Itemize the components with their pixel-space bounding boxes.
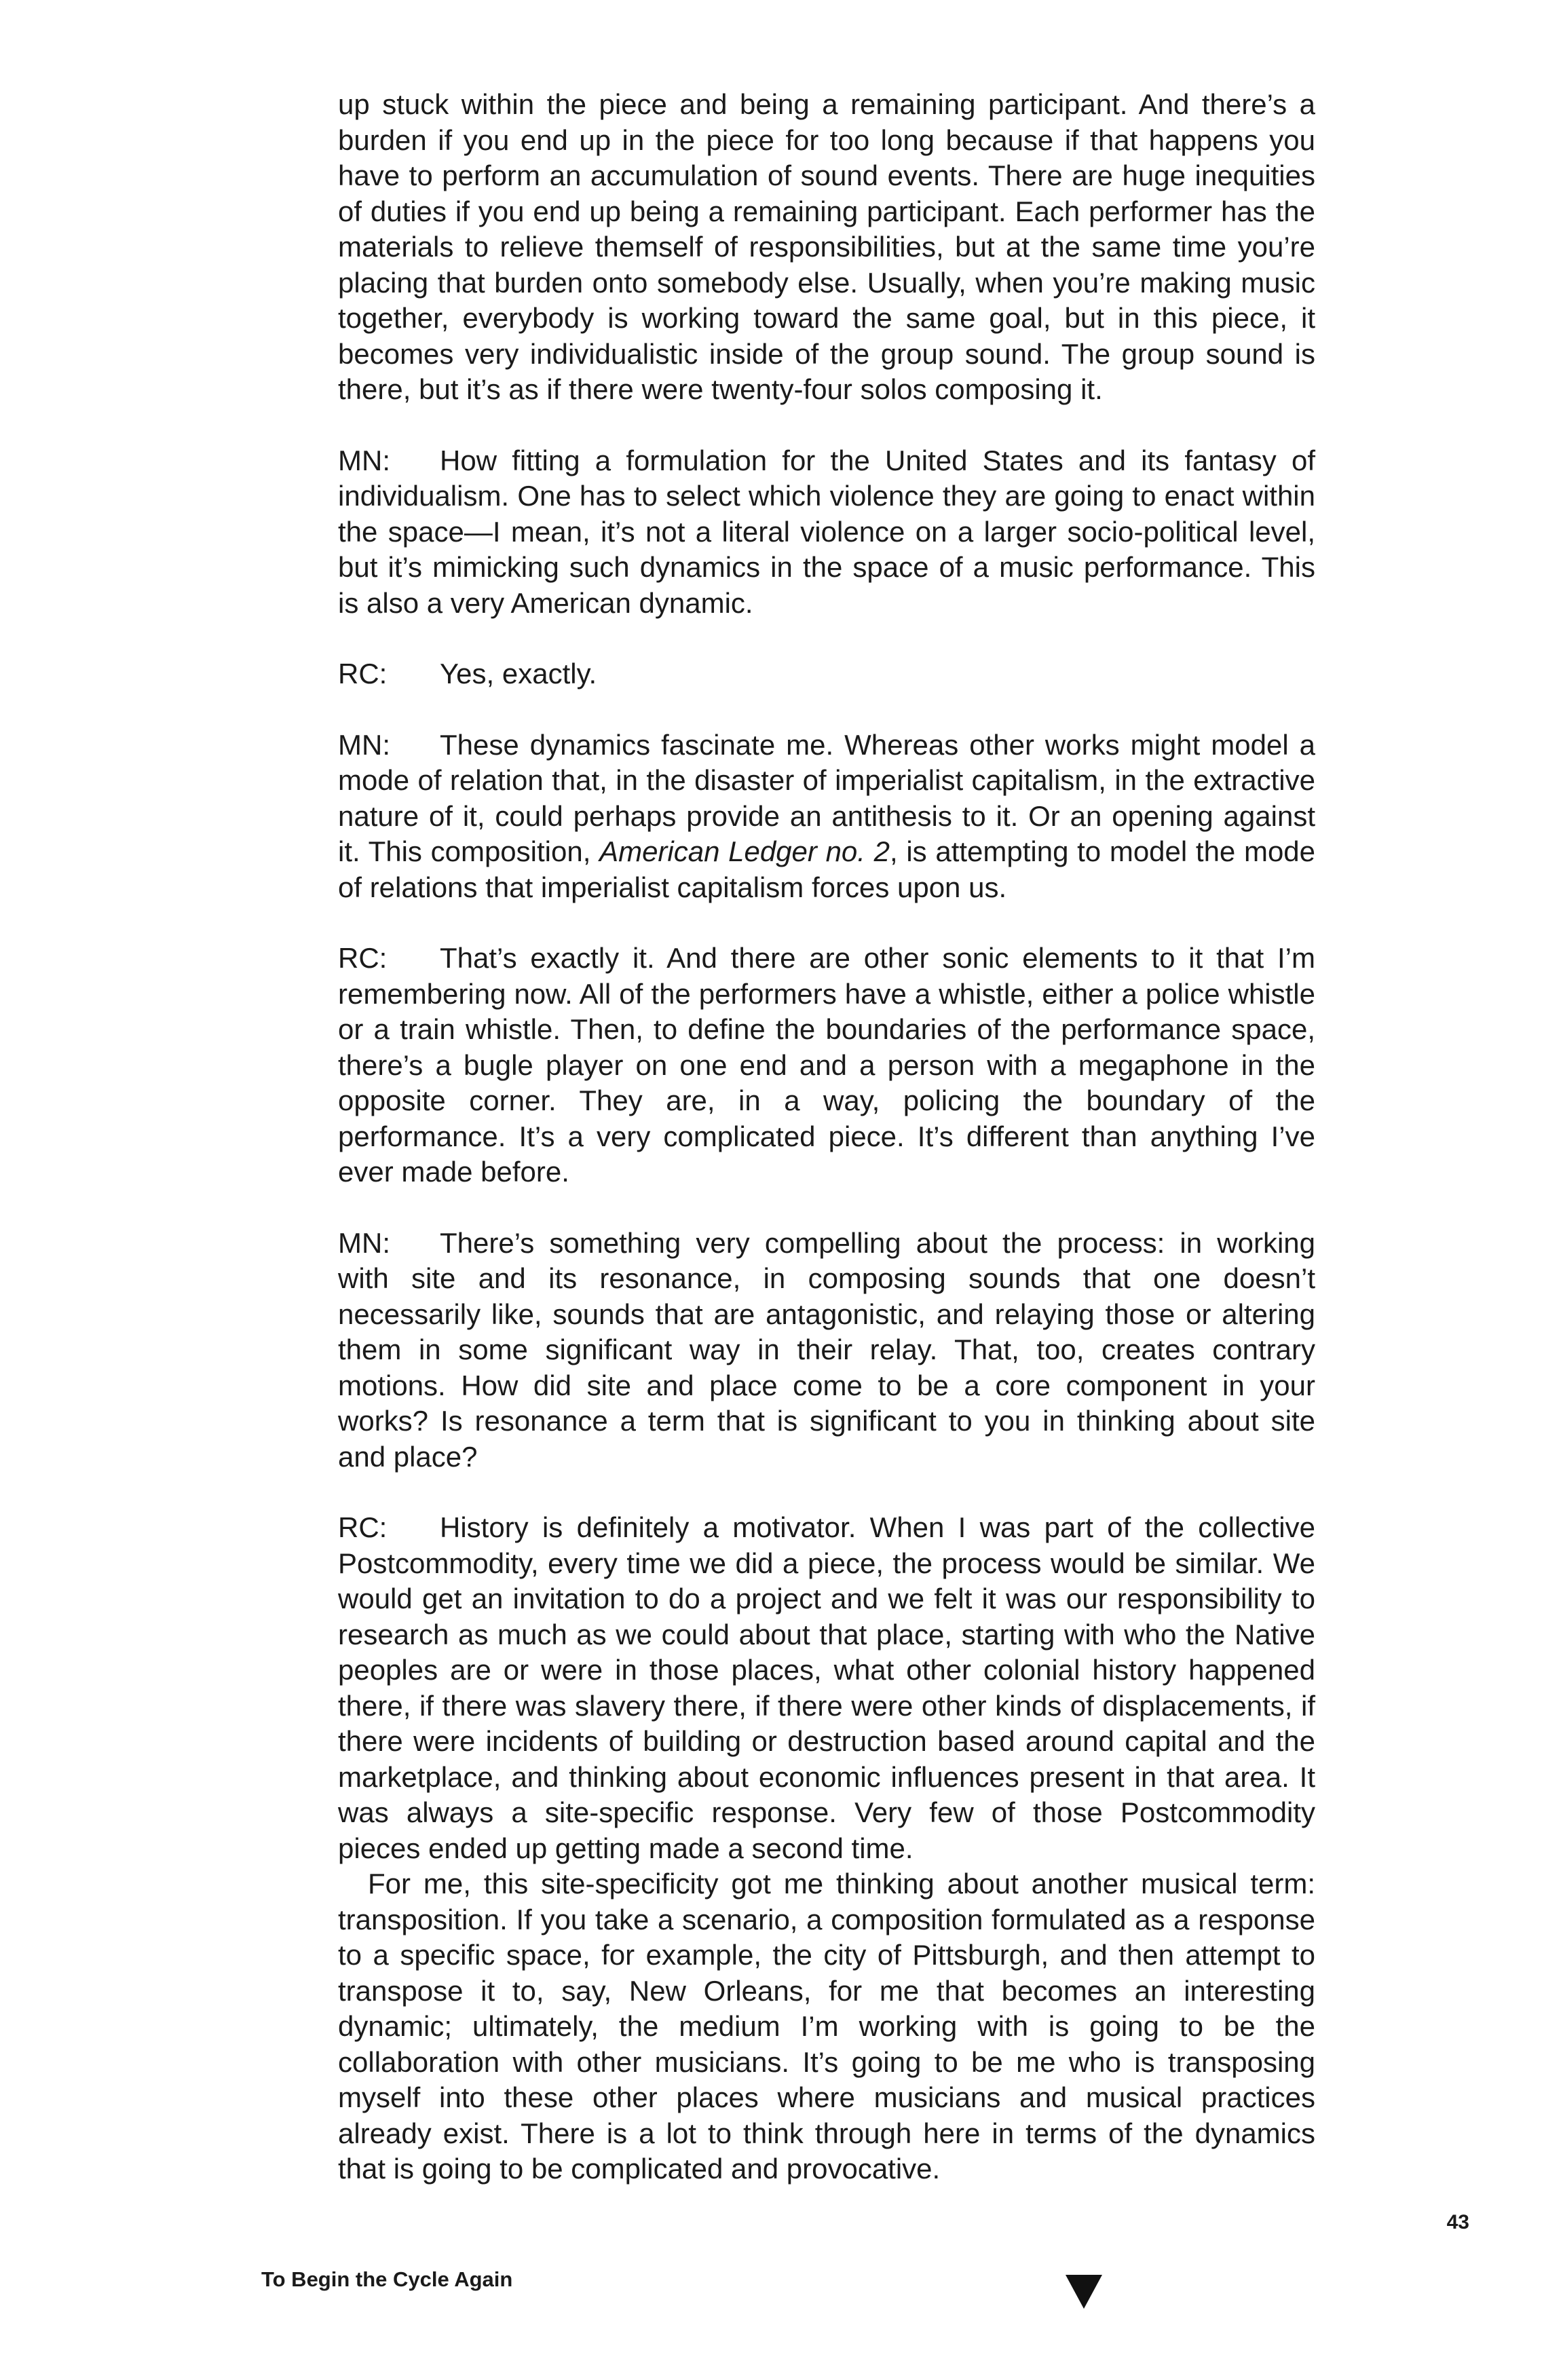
exchange-mn-3 (338, 1226, 1315, 1475)
exchange-rc-3 (338, 1510, 1315, 1866)
speaker-label: RC: (338, 942, 388, 974)
exchange-text: Yes, exactly. (440, 658, 597, 690)
work-title: American Ledger no. 2 (599, 835, 890, 867)
speaker-label: MN: (338, 728, 390, 761)
exchange-mn-2 (338, 728, 1315, 906)
exchange-text-after: , is attempting to model the mode of relations that imperialist capitalism forces upon us. (338, 835, 1316, 903)
speaker-label: RC: (338, 1511, 388, 1543)
exchange-text-before: These dynamics fascinate me. Whereas other works might model a mode of relation that, in the disaster of imperialist capitalism, in the extractive nature of it, could perhaps provide an antithesis to it. Or an opening against it. This composition, (338, 728, 1315, 867)
exchange-mn-1 (338, 443, 1315, 622)
speaker-label: RC: (338, 658, 388, 690)
speaker-label: MN: (338, 444, 390, 476)
speaker-label: MN: (338, 1226, 390, 1259)
continued-paragraph: up stuck within the piece and being a remaining participant. And there’s a burden if you end up in the piece for too long because if that happens you have to perform an accumulation of sound events. There are huge inequities of duties if you end up being a remaining participant. Each performer has the materials to relieve themself of responsibilities, but at the same time you’re placing that burden onto somebody else. Usually, when you’re making music together, everybody is working toward the same goal, but in this piece, it becomes very individualistic inside of the group sound. The group sound is there, but it’s as if there were twenty-four solos composing it. (338, 88, 1315, 405)
exchange-text: There’s something very compelling about the process: in working with site and its resonance, in composing sounds that one doesn’t necessarily like, sounds that are antagonistic, and relaying those or altering them in some significant way in their relay. That, too, creates contrary motions. How did site and place come to be a core component in your works? Is resonance a term that is significant to you in thinking about site and place? (338, 1226, 1315, 1473)
exchange-text: How fitting a formulation for the United States and its fantasy of individualism. One has to select which violence they are going to enact within the space—I mean, it’s not a literal violence on a larger socio-political level, but it’s mimicking such dynamics in the space of a music performance. This is also a very American dynamic. (338, 444, 1315, 619)
body-text (338, 87, 1315, 2187)
continued-answer-paragraph: For me, this site-specificity got me thinking about another musical term: transposition. If you take a scenario, a composition formulated as a response to a specific space, for example, the city of Pittsburgh, and then attempt to transpose it to, say, New Orleans, for me that becomes an interesting dynamic; ultimately, the medium I’m working with is going to be the collaboration with other musicians. It’s going to be me who is transposing myself into these other places where musicians and musical practices already exist. There is a lot to think through here in terms of the dynamics that is going to be complicated and provocative. (338, 1868, 1315, 2185)
exchange-rc-2 (338, 941, 1315, 1190)
running-footer-title: To Begin the Cycle Again (261, 2267, 513, 2291)
exchange-text: That’s exactly it. And there are other sonic elements to it that I’m remembering now. All of the performers have a whistle, either a police whistle or a train whistle. Then, to define the boundaries of the performance space, there’s a bugle player on one end and a person with a megaphone in the opposite corner. They are, in a way, policing the boundary of the performance. It’s a very complicated piece. It’s different than anything I’ve ever made before. (338, 942, 1315, 1188)
exchange-text: History is definitely a motivator. When I was part of the collective Postcommodity, every time we did a piece, the process would be similar. We would get an invitation to do a project and we felt it was our responsibility to research as much as we could about that place, starting with who the Native peoples are or were in those places, what other colonial history happened there, if there was slavery there, if there were other kinds of displacements, if there were incidents of building or destruction based around capital and the marketplace, and thinking about economic influences present in that area. It was always a site-specific response. Very few of those Postcommodity pieces ended up getting made a second time. (338, 1511, 1315, 1864)
exchange-rc-1 (338, 656, 1315, 692)
page-number: 43 (1446, 2211, 1469, 2233)
down-triangle-icon (1066, 2275, 1102, 2309)
